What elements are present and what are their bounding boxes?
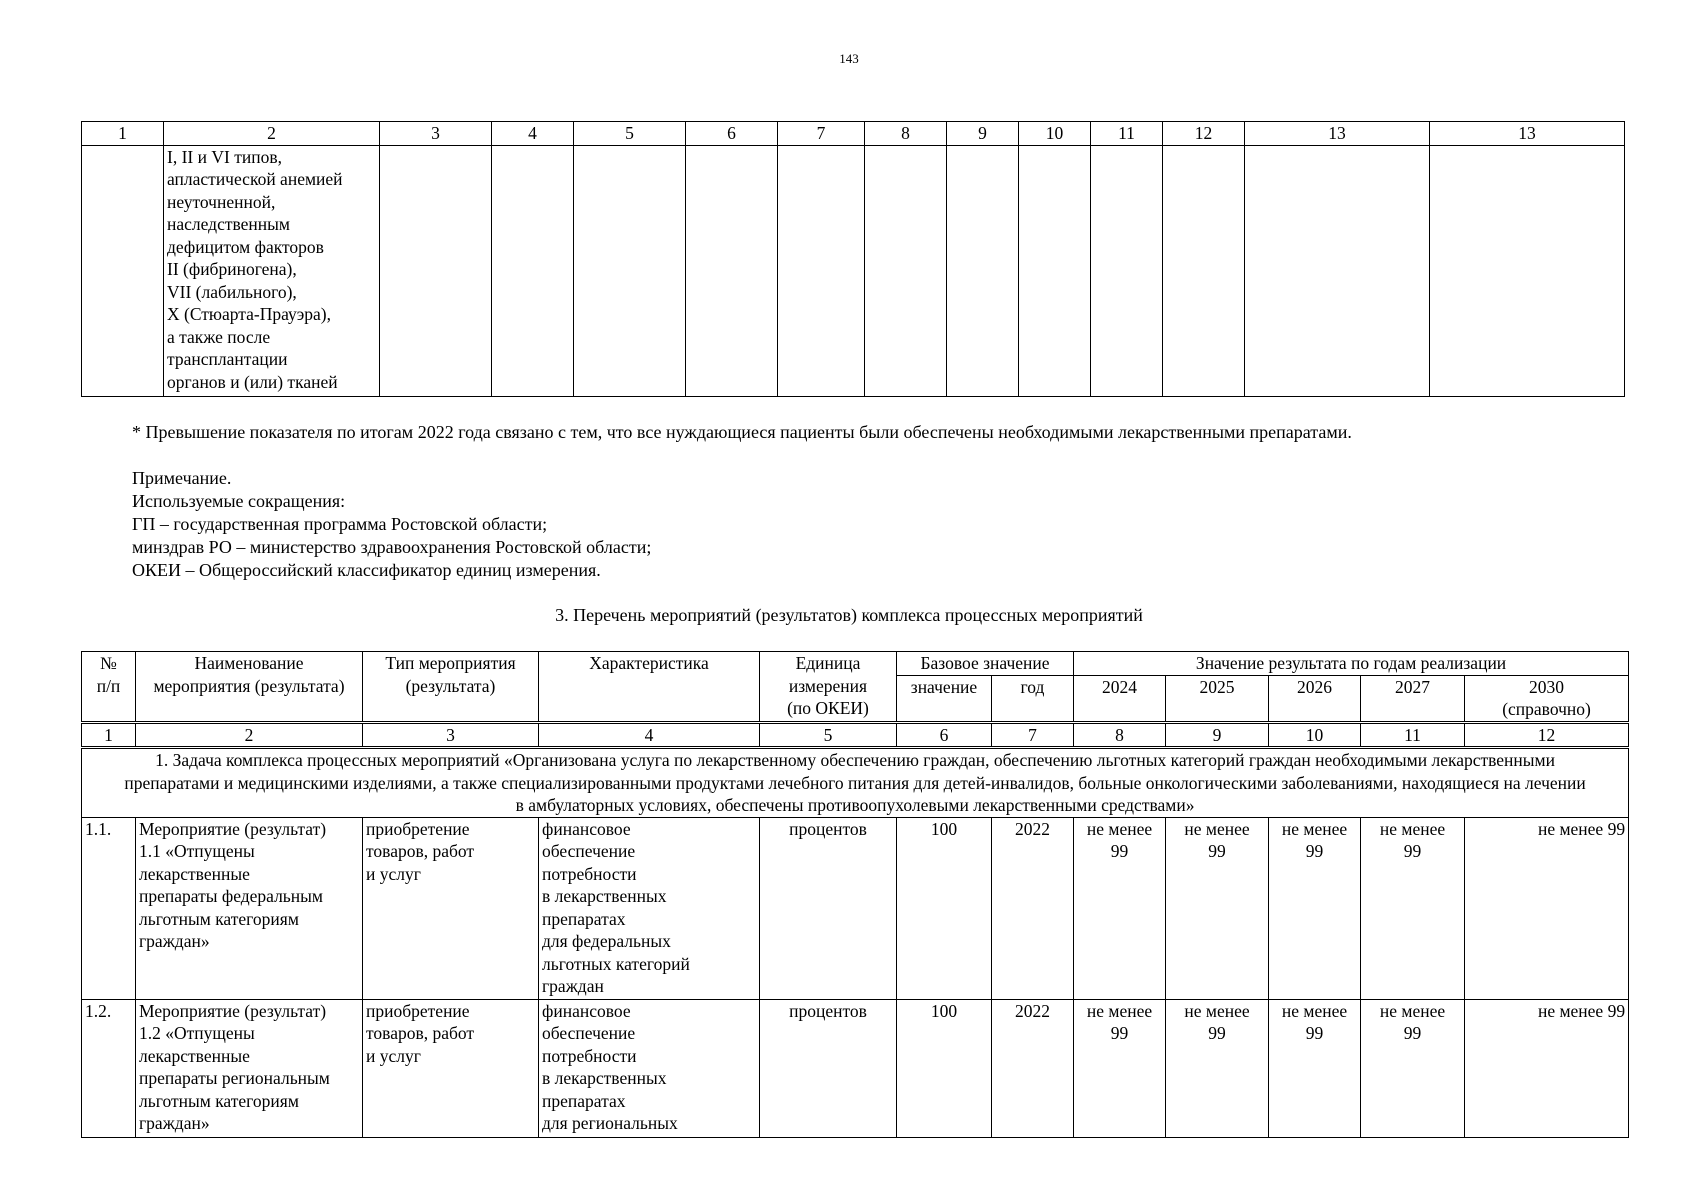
row-unit: процентов bbox=[760, 817, 897, 999]
empty-cell bbox=[947, 145, 1019, 396]
row-value-2030: не менее 99 bbox=[1465, 999, 1629, 1137]
col-header-base-year: год bbox=[992, 675, 1074, 722]
col-header-2027: 2027 bbox=[1361, 675, 1465, 722]
col-header-2030: 2030 (справочно) bbox=[1465, 675, 1629, 722]
col-header-2024: 2024 bbox=[1074, 675, 1166, 722]
row-num: 1.2. bbox=[82, 999, 136, 1137]
col-number: 3 bbox=[363, 722, 539, 748]
empty-cell bbox=[1019, 145, 1091, 396]
row-name: Мероприятие (результат) 1.1 «Отпущены лекарственные препараты федеральным льготным категориям граждан» bbox=[136, 817, 363, 999]
empty-cell bbox=[380, 145, 492, 396]
col-header: 1 bbox=[82, 122, 164, 146]
empty-cell bbox=[492, 145, 574, 396]
col-number: 5 bbox=[760, 722, 897, 748]
empty-cell bbox=[1430, 145, 1625, 396]
empty-cell bbox=[865, 145, 947, 396]
section-title: 3. Перечень мероприятий (результатов) комплекса процессных мероприятий bbox=[555, 605, 1143, 625]
col-number: 11 bbox=[1361, 722, 1465, 748]
col-number: 7 bbox=[992, 722, 1074, 748]
col-header: 6 bbox=[686, 122, 778, 146]
empty-cell bbox=[686, 145, 778, 396]
row-value-2026: не менее 99 bbox=[1269, 999, 1361, 1137]
row-characteristic: финансовое обеспечение потребности в лекарственных препаратах для федеральных льготных категорий граждан bbox=[539, 817, 760, 999]
col-number: 1 bbox=[82, 722, 136, 748]
continuation-cell: I, II и VI типов, апластической анемией неуточненной, наследственным дефицитом факторов II (фибриногена), VII (лабильного), X (Стюарта-Прауэра), а также после трансплантации органов и (или) тканей bbox=[164, 145, 380, 396]
row-num: 1.1. bbox=[82, 817, 136, 999]
empty-cell bbox=[1245, 145, 1430, 396]
col-header-characteristic: Характеристика bbox=[539, 652, 760, 723]
abbreviation-item: ОКЕИ – Общероссийский классификатор единиц измерения. bbox=[132, 560, 601, 580]
col-header: 13 bbox=[1430, 122, 1625, 146]
row-characteristic: финансовое обеспечение потребности в лекарственных препаратах для региональных bbox=[539, 999, 760, 1137]
table-row bbox=[82, 145, 1625, 396]
abbreviation-item: минздрав РО – министерство здравоохранения Ростовской области; bbox=[132, 537, 652, 557]
table-row bbox=[82, 817, 1629, 999]
table-header-row bbox=[82, 122, 1625, 146]
col-header: 3 bbox=[380, 122, 492, 146]
row-type: приобретение товаров, работ и услуг bbox=[363, 817, 539, 999]
notes-title: Примечание. bbox=[132, 468, 232, 488]
empty-cell bbox=[82, 145, 164, 396]
notes-block bbox=[132, 467, 651, 582]
row-value-2027: не менее 99 bbox=[1361, 999, 1465, 1137]
empty-cell bbox=[574, 145, 686, 396]
row-value-2027: не менее 99 bbox=[1361, 817, 1465, 999]
col-header: 9 bbox=[947, 122, 1019, 146]
continuation-table bbox=[81, 121, 1625, 397]
page-number: 143 bbox=[839, 51, 859, 66]
col-header-unit: Единица измерения (по ОКЕИ) bbox=[760, 652, 897, 723]
task-row bbox=[82, 748, 1629, 818]
row-value-2024: не менее 99 bbox=[1074, 999, 1166, 1137]
row-base-year: 2022 bbox=[992, 999, 1074, 1137]
col-number: 12 bbox=[1465, 722, 1629, 748]
row-value-2024: не менее 99 bbox=[1074, 817, 1166, 999]
row-value-2026: не менее 99 bbox=[1269, 817, 1361, 999]
col-header: 11 bbox=[1091, 122, 1163, 146]
col-header: 4 bbox=[492, 122, 574, 146]
col-header-base: Базовое значение bbox=[897, 652, 1074, 676]
col-header-name: Наименование мероприятия (результата) bbox=[136, 652, 363, 723]
col-header-base-value: значение bbox=[897, 675, 992, 722]
row-base-year: 2022 bbox=[992, 817, 1074, 999]
col-header: 10 bbox=[1019, 122, 1091, 146]
abbreviation-item: ГП – государственная программа Ростовской области; bbox=[132, 514, 548, 534]
col-number: 8 bbox=[1074, 722, 1166, 748]
empty-cell bbox=[1163, 145, 1245, 396]
col-header-type: Тип мероприятия (результата) bbox=[363, 652, 539, 723]
row-value-2025: не менее 99 bbox=[1166, 817, 1269, 999]
empty-cell bbox=[1091, 145, 1163, 396]
table-header-row bbox=[82, 652, 1629, 676]
task-text: 1. Задача комплекса процессных мероприятий «Организована услуга по лекарственному обеспечению граждан, обеспечению льготных категорий граждан необходимыми лекарственными препаратами и медицинскими изделиями, а также специализированными продуктами лечебного питания для детей-инвалидов, больные онкологическими заболеваниями, находящиеся на лечении в амбулаторных условиях, обеспечены противоопухолевыми лекарственными средствами» bbox=[82, 748, 1629, 818]
col-header-values: Значение результата по годам реализации bbox=[1074, 652, 1629, 676]
col-number: 10 bbox=[1269, 722, 1361, 748]
col-number: 4 bbox=[539, 722, 760, 748]
row-base-value: 100 bbox=[897, 999, 992, 1137]
col-header: 13 bbox=[1245, 122, 1430, 146]
col-header-num: № п/п bbox=[82, 652, 136, 723]
row-base-value: 100 bbox=[897, 817, 992, 999]
row-value-2025: не менее 99 bbox=[1166, 999, 1269, 1137]
abbreviations-title: Используемые сокращения: bbox=[132, 491, 346, 511]
col-header: 8 bbox=[865, 122, 947, 146]
col-number: 2 bbox=[136, 722, 363, 748]
col-numbers-row bbox=[82, 722, 1629, 748]
row-type: приобретение товаров, работ и услуг bbox=[363, 999, 539, 1137]
col-header-2026: 2026 bbox=[1269, 675, 1361, 722]
row-name: Мероприятие (результат) 1.2 «Отпущены лекарственные препараты региональным льготным категориям граждан» bbox=[136, 999, 363, 1137]
col-header: 2 bbox=[164, 122, 380, 146]
footnote: * Превышение показателя по итогам 2022 года связано с тем, что все нуждающиеся пациенты были обеспечены необходимыми лекарственными препаратами. bbox=[132, 422, 1352, 442]
col-header-2025: 2025 bbox=[1166, 675, 1269, 722]
row-unit: процентов bbox=[760, 999, 897, 1137]
col-header: 12 bbox=[1163, 122, 1245, 146]
table-row bbox=[82, 999, 1629, 1137]
row-value-2030: не менее 99 bbox=[1465, 817, 1629, 999]
col-header: 5 bbox=[574, 122, 686, 146]
measures-table bbox=[81, 651, 1629, 1138]
col-number: 6 bbox=[897, 722, 992, 748]
empty-cell bbox=[778, 145, 865, 396]
col-number: 9 bbox=[1166, 722, 1269, 748]
col-header: 7 bbox=[778, 122, 865, 146]
